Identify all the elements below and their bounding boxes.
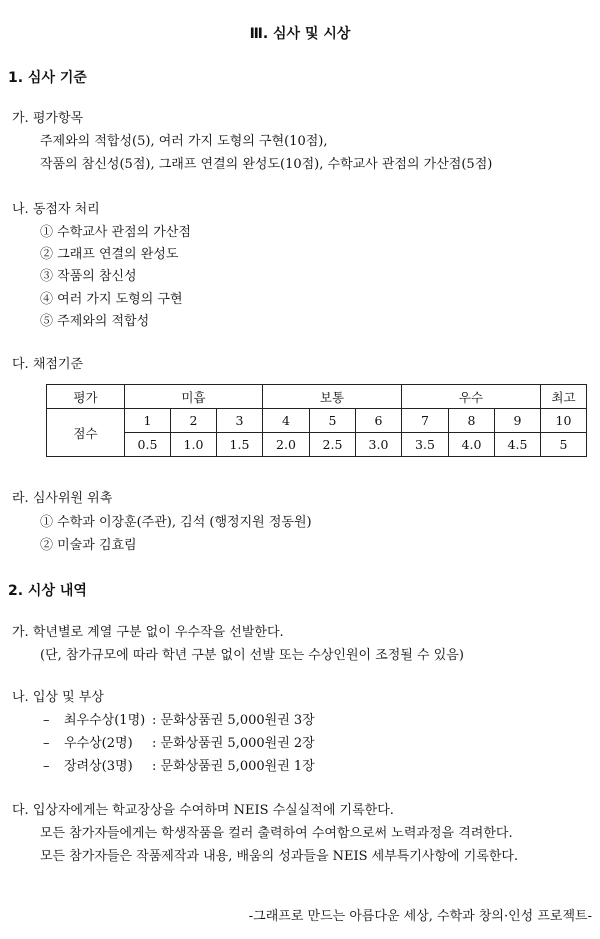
award-name: 최우수상(1명)	[64, 713, 146, 728]
criteria-label: 가. 평가항목	[12, 111, 84, 126]
table-row	[47, 433, 587, 457]
points-cell: 1.0	[171, 433, 217, 457]
points-cell: 4.0	[449, 433, 495, 457]
tiebreak-label: 나. 동점자 처리	[12, 202, 100, 217]
group-header: 미흡	[125, 385, 263, 409]
group-header: 최고	[541, 385, 587, 409]
table-row	[47, 385, 587, 409]
level-cell: 10	[541, 409, 587, 433]
level-cell: 3	[217, 409, 263, 433]
header-eval: 평가	[47, 385, 125, 409]
header-score: 점수	[47, 409, 125, 457]
tiebreak-item: ④ 여러 가지 도형의 구현	[40, 292, 183, 307]
judges-label: 라. 심사위원 위촉	[12, 491, 113, 506]
points-cell: 4.5	[495, 433, 541, 457]
page-title: Ⅲ. 심사 및 시상	[249, 26, 351, 42]
award-name: 우수상(2명)	[64, 736, 133, 751]
records-label: 다. 입상자에게는 학교장상을 수여하며 NEIS 수실실적에 기록한다.	[12, 803, 394, 818]
level-cell: 7	[402, 409, 449, 433]
tiebreak-item: ② 그래프 연결의 완성도	[40, 247, 179, 262]
points-cell: 5	[541, 433, 587, 457]
points-cell: 2.0	[263, 433, 310, 457]
level-cell: 5	[310, 409, 356, 433]
criteria-line-2: 작품의 참신성(5점), 그래프 연결의 완성도(10점), 수학교사 관점의 가산점(5점)	[40, 157, 493, 172]
table-row	[47, 409, 587, 433]
criteria-line-1: 주제와의 적합성(5), 여러 가지 도형의 구현(10점),	[40, 134, 328, 149]
level-cell: 4	[263, 409, 310, 433]
records-line-2: 모든 참가자들에게는 학생작품을 컬러 출력하여 수여함으로써 노력과정을 격려한다.	[40, 826, 513, 841]
points-cell: 2.5	[310, 433, 356, 457]
award-dash: –	[43, 759, 50, 774]
level-cell: 8	[449, 409, 495, 433]
award-dash: –	[43, 736, 50, 751]
points-cell: 0.5	[125, 433, 171, 457]
level-cell: 6	[356, 409, 402, 433]
award-name: 장려상(3명)	[64, 759, 133, 774]
award-prize: : 문화상품권 5,000원권 2장	[152, 736, 315, 751]
points-cell: 1.5	[217, 433, 263, 457]
scoring-label: 다. 채점기준	[12, 357, 84, 372]
scoring-table	[46, 384, 587, 457]
points-cell: 3.5	[402, 433, 449, 457]
records-line-3: 모든 참가자들은 작품제작과 내용, 배움의 성과들을 NEIS 세부특기사항에 기록한다.	[40, 849, 519, 864]
level-cell: 1	[125, 409, 171, 433]
tiebreak-item: ① 수학교사 관점의 가산점	[40, 225, 191, 240]
points-cell: 3.0	[356, 433, 402, 457]
awards-label: 나. 입상 및 부상	[12, 690, 104, 705]
group-header: 보통	[263, 385, 402, 409]
tiebreak-item: ⑤ 주제와의 적합성	[40, 314, 150, 329]
footer-tagline: -그래프로 만드는 아름다운 세상, 수학과 창의·인성 프로젝트-	[248, 909, 592, 924]
level-cell: 2	[171, 409, 217, 433]
section-2-heading: 2. 시상 내역	[8, 583, 87, 599]
judge-item: ① 수학과 이장훈(주관), 김석 (행정지원 정동원)	[40, 515, 312, 530]
award-prize: : 문화상품권 5,000원권 1장	[152, 759, 315, 774]
judge-item: ② 미술과 김효림	[40, 538, 137, 553]
selection-note: (단, 참가규모에 따라 학년 구분 없이 선발 또는 수상인원이 조정될 수 있음)	[40, 648, 464, 663]
award-dash: –	[43, 713, 50, 728]
tiebreak-item: ③ 작품의 참신성	[40, 269, 137, 284]
section-1-heading: 1. 심사 기준	[8, 70, 87, 86]
selection-label: 가. 학년별로 계열 구분 없이 우수작을 선발한다.	[12, 625, 284, 640]
group-header: 우수	[402, 385, 541, 409]
award-prize: : 문화상품권 5,000원권 3장	[152, 713, 315, 728]
level-cell: 9	[495, 409, 541, 433]
